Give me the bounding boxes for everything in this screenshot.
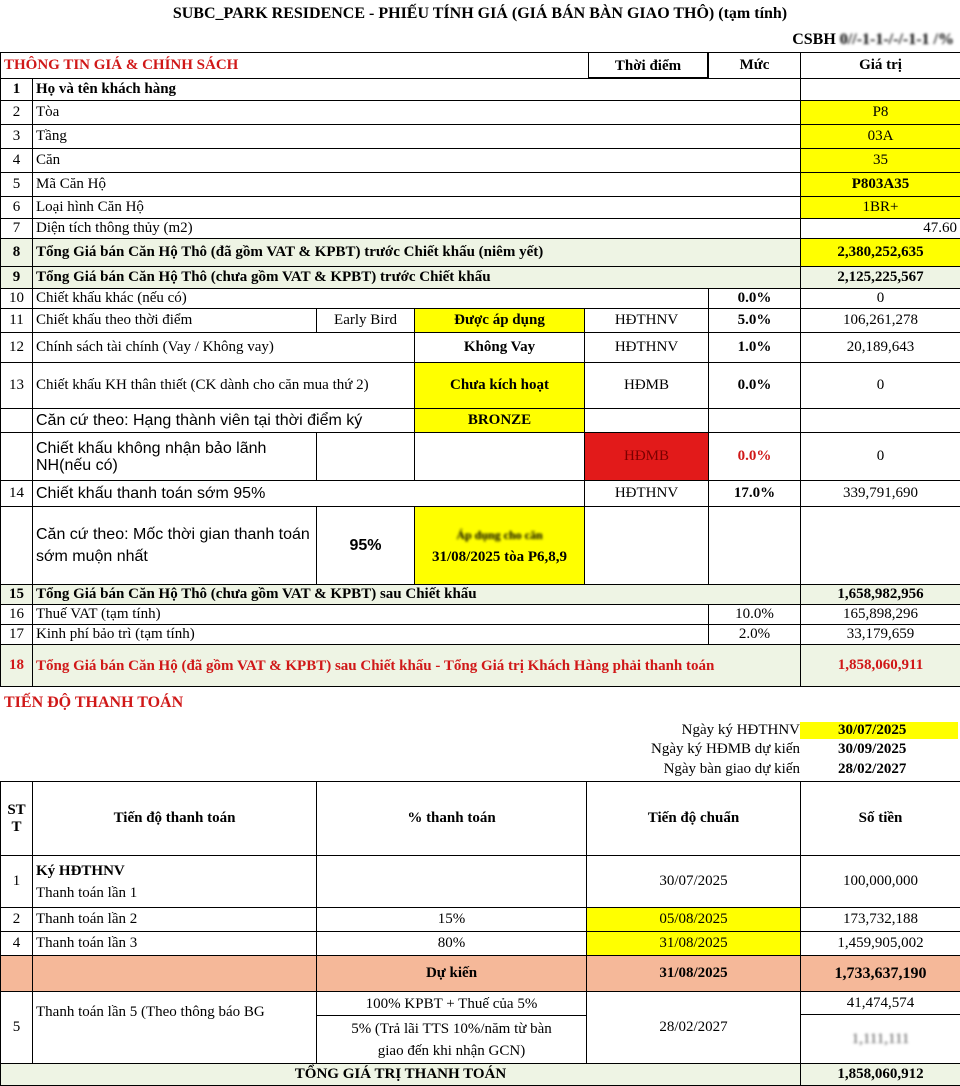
table-row [1, 585, 960, 605]
row-due: 31/08/2025 [587, 932, 801, 956]
section-title-price: THÔNG TIN GIÁ & CHÍNH SÁCH [1, 53, 709, 79]
row-no: 7 [1, 219, 33, 239]
table-row [1, 333, 960, 363]
price-table-header [1, 53, 960, 79]
row-value [801, 507, 960, 585]
row-no [1, 507, 33, 585]
row-amount: 1,459,905,002 [801, 932, 960, 956]
row-doc: HĐTHNV [585, 333, 709, 363]
row-label: Căn cứ theo: Hạng thành viên tại thời điểm ký [33, 409, 415, 433]
table-row [1, 101, 960, 125]
table-row [1, 309, 960, 333]
row-amount [801, 992, 960, 1064]
row-stt: 2 [1, 908, 33, 932]
row-level: 5.0% [709, 309, 801, 333]
row-label: Chiết khấu không nhận bảo lãnh NH(nếu có) [33, 433, 317, 481]
row-value: 165,898,296 [801, 605, 960, 625]
row-due: 31/08/2025 [587, 956, 801, 992]
row-level: 0.0% [709, 289, 801, 309]
row-value: 1BR+ [801, 197, 960, 219]
row-label: Loại hình Căn Hộ [33, 197, 801, 219]
row-stt: 4 [1, 932, 33, 956]
row-level [709, 409, 801, 433]
total-amount: 1,858,060,912 [801, 1064, 960, 1086]
row-level: 0.0% [709, 363, 801, 409]
table-row [1, 992, 960, 1064]
table-row [1, 433, 960, 481]
row-label [33, 956, 317, 992]
row-doc: HĐTHNV [585, 309, 709, 333]
table-row [1, 149, 960, 173]
col-value-header: Giá trị [801, 53, 960, 79]
table-row [1, 197, 960, 219]
row-value: 35 [801, 149, 960, 173]
row-value: 339,791,690 [801, 481, 960, 507]
sign-hdmb-value: 30/09/2025 [800, 741, 958, 758]
row-value: 0 [801, 363, 960, 409]
row-no: 10 [1, 289, 33, 309]
total-label: TỔNG GIÁ TRỊ THANH TOÁN [1, 1064, 801, 1086]
schedule-header [1, 782, 960, 856]
row-value: 106,261,278 [801, 309, 960, 333]
row-amount-a: 41,474,574 [801, 992, 960, 1015]
row-status: Không Vay [415, 333, 585, 363]
row-value [801, 409, 960, 433]
row-value: 0 [801, 433, 960, 481]
row-title: Ký HĐTHNV [36, 860, 313, 882]
row-doc: HĐMB [585, 433, 709, 481]
row-status: Được áp dụng [415, 309, 585, 333]
row-no: 13 [1, 363, 33, 409]
csbh-blurred-value: 0//-1-1-/-/-1-1 /% [840, 31, 954, 48]
row-doc [585, 507, 709, 585]
row-status: Chưa kích hoạt [415, 363, 585, 409]
table-row [1, 267, 960, 289]
row-level: 17.0% [709, 481, 801, 507]
row-no: 2 [1, 101, 33, 125]
table-row [1, 856, 960, 908]
row-stt: 5 [1, 992, 33, 1064]
row-level: 2.0% [709, 625, 801, 645]
handover-label: Ngày bàn giao dự kiến [560, 761, 800, 778]
row-value: 1,658,982,956 [801, 585, 960, 605]
row-pct: 95% [317, 507, 415, 585]
page-title: SUBC_PARK RESIDENCE - PHIẾU TÍNH GIÁ (GIÁ BÁN BÀN GIAO THÔ) (tạm tính) [0, 0, 960, 28]
table-row [1, 605, 960, 625]
table-row [1, 507, 960, 585]
col-level-header: Mức [709, 53, 801, 79]
row-label: Chính sách tài chính (Vay / Không vay) [33, 333, 415, 363]
header-amount: Số tiền [801, 782, 960, 856]
row-no [1, 433, 33, 481]
row-no: 18 [1, 645, 33, 687]
row-amount: 100,000,000 [801, 856, 960, 908]
row-status [415, 507, 585, 585]
row-value: 2,125,225,567 [801, 267, 960, 289]
row-amount: 173,732,188 [801, 908, 960, 932]
col-time-header-label: Thời điểm [588, 52, 708, 78]
row-status-text: 31/08/2025 tòa P6,8,9 [418, 546, 581, 568]
table-row [1, 79, 960, 101]
row-percent-a: 100% KPBT + Thuế của 5% [317, 993, 586, 1016]
header-progress: Tiến độ thanh toán [33, 782, 317, 856]
table-row [1, 956, 960, 992]
row-label [33, 856, 317, 908]
row-percent [317, 856, 587, 908]
csbh-label [792, 28, 954, 52]
row-level [709, 507, 801, 585]
row-no: 11 [1, 309, 33, 333]
row-label: Chiết khấu khác (nếu có) [33, 289, 709, 309]
row-value: 03A [801, 125, 960, 149]
table-row [1, 645, 960, 687]
row-level: 10.0% [709, 605, 801, 625]
row-no: 6 [1, 197, 33, 219]
row-tag: Early Bird [317, 309, 415, 333]
row-stt [1, 956, 33, 992]
table-row-total [1, 1064, 960, 1086]
row-value [801, 79, 960, 101]
row-status: BRONZE [415, 409, 585, 433]
row-value: 33,179,659 [801, 625, 960, 645]
row-label: Thanh toán lần 5 (Theo thông báo BG [33, 992, 317, 1064]
row-value: 0 [801, 289, 960, 309]
row-label: Kinh phí bảo trì (tạm tính) [33, 625, 709, 645]
row-value: P803A35 [801, 173, 960, 197]
handover-value: 28/02/2027 [800, 761, 958, 778]
row-percent [317, 992, 587, 1064]
table-row [1, 481, 960, 507]
row-label: Tổng Giá bán Căn Hộ Thô (chưa gồm VAT & KPBT) sau Chiết khấu [33, 585, 801, 605]
row-label: Thanh toán lần 2 [33, 908, 317, 932]
table-row [1, 125, 960, 149]
row-label: Họ và tên khách hàng [33, 79, 801, 101]
row-value: 47.60 [801, 219, 960, 239]
row-label: Tổng Giá bán Căn Hộ Thô (chưa gồm VAT & KPBT) trước Chiết khấu [33, 267, 801, 289]
row-doc: HĐTHNV [585, 481, 709, 507]
row-no: 9 [1, 267, 33, 289]
row-doc [585, 409, 709, 433]
row-sublabel: Thanh toán lần 1 [36, 882, 313, 904]
header-stt: STT [1, 782, 33, 856]
header-due: Tiến độ chuẩn [587, 782, 801, 856]
row-label: Thanh toán lần 3 [33, 932, 317, 956]
row-label: Thuế VAT (tạm tính) [33, 605, 709, 625]
row-tag [317, 433, 415, 481]
row-label: Tầng [33, 125, 801, 149]
row-no [1, 409, 33, 433]
table-row [1, 625, 960, 645]
row-level: 0.0% [709, 433, 801, 481]
row-no: 12 [1, 333, 33, 363]
row-label: Mã Căn Hộ [33, 173, 801, 197]
row-label: Chiết khấu KH thân thiết (CK dành cho căn mua thứ 2) [33, 363, 415, 409]
row-no: 5 [1, 173, 33, 197]
row-amount: 1,733,637,190 [801, 956, 960, 992]
table-row [1, 239, 960, 267]
row-percent: 80% [317, 932, 587, 956]
sign-hdmb-label: Ngày ký HĐMB dự kiến [560, 741, 800, 758]
sign-hdthnv-label: Ngày ký HĐTHNV [560, 722, 800, 739]
row-percent: 15% [317, 908, 587, 932]
sign-hdthnv-value: 30/07/2025 [800, 722, 958, 739]
table-row [1, 219, 960, 239]
row-percent-b: 5% (Trả lãi TTS 10%/năm từ bàn giao đến khi nhận GCN) [317, 1016, 586, 1062]
row-label: Chiết khấu thanh toán sớm 95% [33, 481, 585, 507]
row-label: Tòa [33, 101, 801, 125]
row-value: P8 [801, 101, 960, 125]
header-percent: % thanh toán [317, 782, 587, 856]
row-no: 17 [1, 625, 33, 645]
row-expected-label: Dự kiến [317, 956, 587, 992]
table-row [1, 409, 960, 433]
row-label: Diện tích thông thủy (m2) [33, 219, 801, 239]
row-no: 16 [1, 605, 33, 625]
blurred-text: Áp dụng cho căn [418, 524, 581, 546]
row-label: Chiết khấu theo thời điểm [33, 309, 317, 333]
price-table [0, 52, 960, 687]
row-amount-b-blurred: 1,111,111 [801, 1015, 960, 1063]
row-label: Căn [33, 149, 801, 173]
row-value: 2,380,252,635 [801, 239, 960, 267]
row-due: 30/07/2025 [587, 856, 801, 908]
row-due: 28/02/2027 [587, 992, 801, 1064]
table-row [1, 289, 960, 309]
row-stt: 1 [1, 856, 33, 908]
row-due: 05/08/2025 [587, 908, 801, 932]
row-no: 15 [1, 585, 33, 605]
row-value: 1,858,060,911 [801, 645, 960, 687]
row-no: 1 [1, 79, 33, 101]
row-label: Tổng Giá bán Căn Hộ Thô (đã gồm VAT & KPBT) trước Chiết khấu (niêm yết) [33, 239, 801, 267]
table-row [1, 173, 960, 197]
row-doc: HĐMB [585, 363, 709, 409]
table-row [1, 363, 960, 409]
table-row [1, 932, 960, 956]
section-title-schedule: TIẾN ĐỘ THANH TOÁN [4, 694, 183, 712]
row-no: 14 [1, 481, 33, 507]
schedule-table [0, 781, 960, 1086]
table-row [1, 908, 960, 932]
row-label: Tổng Giá bán Căn Hộ (đã gồm VAT & KPBT) sau Chiết khấu - Tổng Giá trị Khách Hàng phải thanh toán [33, 645, 801, 687]
csbh-text: CSBH [792, 31, 836, 48]
row-value: 20,189,643 [801, 333, 960, 363]
row-no: 4 [1, 149, 33, 173]
row-label: Căn cứ theo: Mốc thời gian thanh toán sớm muộn nhất [33, 507, 317, 585]
row-level: 1.0% [709, 333, 801, 363]
row-no: 8 [1, 239, 33, 267]
row-status [415, 433, 585, 481]
row-no: 3 [1, 125, 33, 149]
